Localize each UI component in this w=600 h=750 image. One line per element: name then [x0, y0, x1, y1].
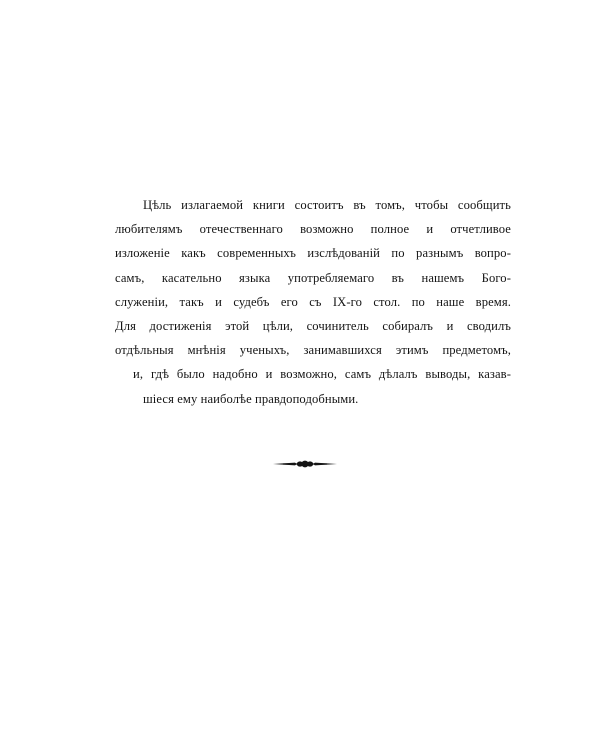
paragraph-line: изложеніе какъ современныхъ изслѣдованій по разнымъ вопро- — [115, 246, 511, 261]
paragraph-line: самъ, касательно языка употребляемаго въ нашемъ Бого- — [115, 270, 511, 285]
paragraph-line: шіеся ему наиболѣе правдоподобными. — [143, 391, 359, 406]
paragraph-line: Цѣль излагаемой книги состоитъ въ томъ, чтобы сообщить — [143, 198, 511, 212]
paragraph-line: Для достиженія этой цѣли, сочинитель собиралъ и сводилъ — [115, 318, 511, 333]
paragraph-line: и, гдѣ было надобно и возможно, самъ дѣлалъ выводы, казав- — [133, 367, 511, 382]
paragraph-line: любителямъ отечественнаго возможно полное и отчетливое — [115, 222, 511, 237]
divider-ornament-icon — [273, 459, 337, 469]
paragraph-line: отдѣльныя мнѣнія ученыхъ, занимавшихся этимъ предметомъ, — [115, 343, 511, 358]
paragraph-line: служеніи, такъ и судебъ его съ IX-го стол. по наше время. — [115, 294, 511, 309]
preface-paragraph — [115, 193, 511, 411]
